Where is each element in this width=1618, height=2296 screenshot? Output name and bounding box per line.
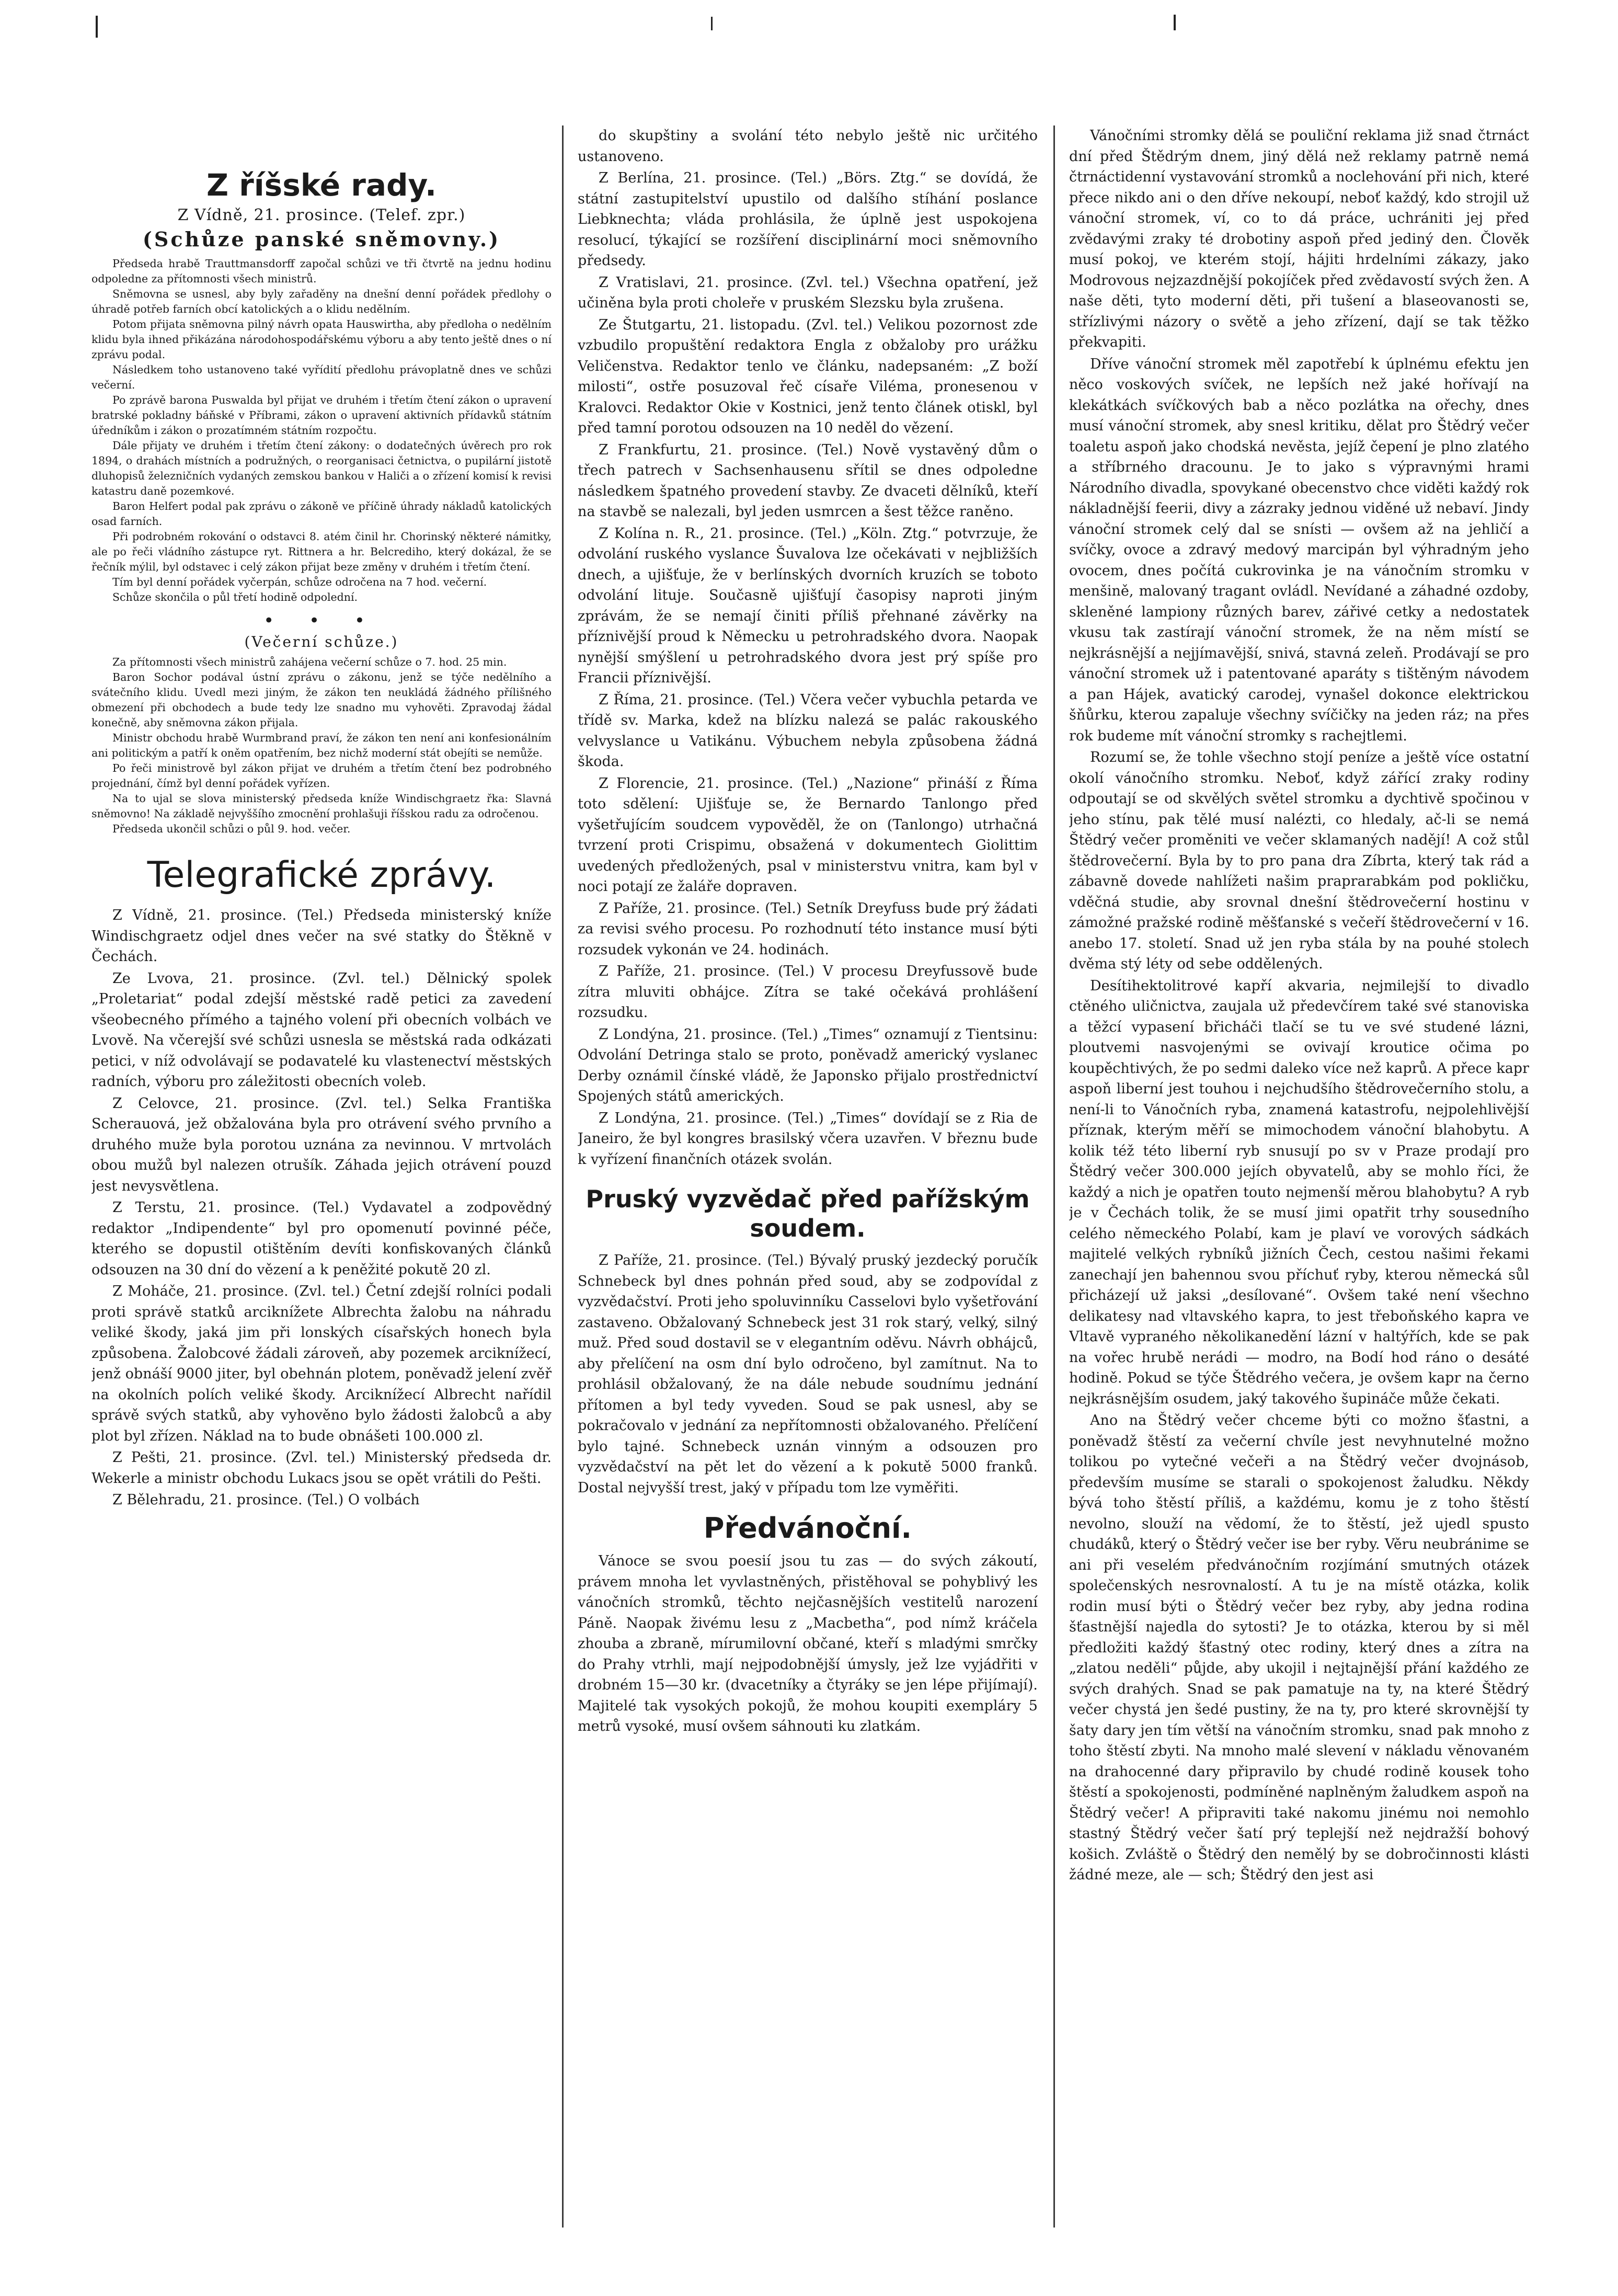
- paragraph: Po zprávě barona Puswalda byl přijat ve druhém i třetím čtení zákon o upravení bratrské pokladny báňské v Příbrami, zákon o upravení aktivních přídavků státním úředníkům i zákon o prozatímném státním rozpočtu.: [91, 394, 552, 437]
- spy-body: [578, 1250, 1038, 1498]
- scan-mark: [1174, 15, 1176, 30]
- paragraph: Rozumí se, že tohle všechno stojí peníze a ještě více ostatní okolí vánočního stromku. Neboť, když zářící zraky rodiny odpoutají se od skvělých světel stromku a dychtivě spočinou v jeho stínu, pak tělé musí nalézti, co hledaly, ač-li se nemá Štědrý večer proměniti ve večer sklamaných nadějí! A což stůl štědrovečerní. Byla by to pro pana dra Zíbrta, který tak rád a zábavně dovede nahlížeti našim praprarabkám pod pokličku, vděčná studie, aby srovnal dnešní štědrovečerní hostinu v zámožné pražské rodině měšťanské s večeří štědrovečerní v 16. anebo 17. století. Snad už jen ryba stála by na pouhé stolech dvěma stý léty od sebe oddělených.: [1069, 749, 1529, 972]
- paragraph: Při podrobném rokování o odstavci 8. atém činil hr. Chorinský některé námitky, ale po řeči vládního zástupce ryt. Rittnera a hr. Belcrediho, který dokázal, že se řečník mýlil, byl odstavec i celý zákon přijat beze změny v druhém i třetím čtení.: [91, 530, 552, 573]
- telegraph-continued: [578, 125, 1038, 1170]
- paragraph: Za přítomnosti všech ministrů zahájena večerní schůze o 7. hod. 25 min.: [112, 656, 507, 668]
- paragraph: Ano na Štědrý večer chceme býti co možno šťastni, a poněvadž štěstí za večerní chvíle jest nevyhnutelné možno tolikou po vytečné večeři a na Štědrý večer dvojnásob, především musíme se starali o spokojenost žaludku. Někdy bývá toho štěstí příliš, a každému, komu je z toho štěstí nevolno, slouží na vědomí, že to štěstí, jež ujedl spusto chudáků, který o Štědrý večer ise ber ryby. Věru neubránime se ani při veselém předvánočním rozjímání smutných otázek společenských nesrovnalostí. A tu je na místě otázka, kolik rodin musí býti o Štědrý večer bez ryby, aby jedna rodina šťastnější najedla do sytosti? Je to otázka, kterou by si měl předložiti každý šťastný otec rodiny, který dnes a zítra na „zlatou neděli“ půjde, aby ukojil i nejtajnější přání každého ze svých drahých. Snad se pak pamatuje na ty, na které Štědrý večer chystá jen šedé pustiny, že na ty, pro které skrovnější ty šaty dary jen tím větší na vánočním stromku, snad pak mnoho z toho štěstí zbyti. Na mnoho malé slevení v nákladu věnovaném na drahocenné dary připravilo by chudé rodině kousek toho štěstí a spokojenosti, podmíněné naplněným žaludkem aspoň na Štědrý večer! A připraviti také nakomu jinému noi nemohlo stastný Štědrý večer šatí prý teplejší než nejdražší bohový košich. Zvláště o Štědrý den nemělý by se dobročinnosti klásti žádné meze, ale — sch; Štědrý den jest asi: [1069, 1412, 1529, 1883]
- paragraph: Z Vídně, 21. prosince. (Tel.) Předseda ministerský kníže Windischgraetz odjel dnes večer na své statky do Štěkně v Čechách.: [91, 907, 552, 965]
- section-title-rada: Z říšské rady.: [206, 167, 437, 203]
- paragraph: Z Paříže, 21. prosince. (Tel.) Bývalý pruský jezdecký poručík Schnebeck byl dnes pohnán před soud, aby se zodpovídal z vyzvědačství. Proti jeho spoluvinníku Casselovi bylo vyšetřování zastaveno. Obžalovaný Schnebeck jest 31 rok starý, velký, silný muž. Před soud dostavil se v elegantním oděvu. Návrh obhájců, aby přelíčení na osm dní bylo odročeno, byl zamítnut. Na to prohlásil obžalovaný, že na dále nebude soudnímu jednání přítomen a byl tedy vyveden. Soud se pak usnesl, aby se pokračovalo v jednání za nepřítomnosti obžalovaného. Přelíčení bylo tajné. Schnebeck uznán vinným a odsouzen pro vyzvědačství na pět let do vězení a k pokutě 5000 franků. Dostal nejvyšší trest, jaký v případu tom lze vyměřiti.: [578, 1252, 1038, 1496]
- evening-body: [91, 655, 552, 837]
- paragraph: Na to ujal se slova ministerský předseda kníže Windischgraetz řka: Slavná sněmovno! Na základě nejvyššího zmocnění prohlašuji říšskou radu za odročenou.: [91, 792, 552, 820]
- paragraph: Z Florencie, 21. prosince. (Tel.) „Nazione“ přináší z Říma toto sdělení: Ujišťuje se, že Bernardo Tanlongo před vyšetřujícím soudcem vypověděl, že on (Tanlongo) utrhačná tvrzení proti Crispimu, obsažená v dokumentech Giolittim uvedených předložených, psal v ministerstvu vnitra, kam byl v noci potají ze žaláře dopraven.: [578, 775, 1038, 895]
- column-3: [1069, 125, 1529, 2243]
- paragraph: Z Terstu, 21. prosince. (Tel.) Vydavatel a zodpovědný redaktor „Indipendente“ byl pro opomenutí povinné péče, kterého se dopustil otištěním devíti konfiskovaných článků odsouzen na 30 dní do vězení a k peněžité pokutě 20 zl.: [91, 1200, 552, 1278]
- rada-body: [91, 256, 552, 605]
- paragraph: Ze Štutgartu, 21. listopadu. (Zvl. tel.) Velikou pozornost zde vzbudilo propuštění redaktora Engla z obžaloby pro urážku Veličenstva. Redaktor tenlo ve článku, nadepsaném: „Z boží milosti“, ostře posuzoval řeč císaře Viléma, pronesenou v Kralovci. Redaktor Okie v Kostnici, jenž tento článek otiskl, byl před tamní porotou odsouzen na 10 neděl do vězení.: [578, 316, 1038, 436]
- paragraph: Z Pešti, 21. prosince. (Zvl. tel.) Ministerský předseda dr. Wekerle a ministr obchodu Lukacs jsou se opět vrátili do Pešti.: [91, 1449, 552, 1487]
- paragraph: Dále přijaty ve druhém i třetím čtení zákony: o dodatečných úvěrech pro rok 1894, o drahách místních a podružných, o reorganisaci četnictva, o pupilární jistotě dluhopisů železničních vydaných zemskou bankou v Haliči a o zřízení komisí k revisi katastru daně pozemkové.: [91, 439, 552, 497]
- paragraph: Z Kolína n. R., 21. prosince. (Tel.) „Köln. Ztg.“ potvrzuje, že odvolání ruského vyslance Šuvalova lze očekávati v nejbližších dnech, a ujišťuje, že v berlínských dvorních kruzích se toboto odvolání lituje. Současně ujišťují časopisy naproti jiným zprávám, že se nemají činiti příliš přehnané závěrky na příznivější proud k Německu u petrohradského dvora. Naopak nynější smýšlení u petrohradského dvora jest prý spíše pro Francii příznivější.: [578, 525, 1038, 686]
- paragraph: Z Bělehradu, 21. prosince. (Tel.) O volbách: [112, 1492, 420, 1508]
- paragraph: Po řeči ministrově byl zákon přijat ve druhém a třetím čtení bez podrobného projednání, čímž byl denní pořádek vyřízen.: [91, 762, 552, 790]
- paragraph: Baron Sochor podával ústní zprávu o zákonu, jenž se týče nedělního a svátečního klidu. Uvedl mezi jiným, že zákon ten neukládá žádného přílišného obmezení při obchodech a bude tedy lze snadno mu vyhověti. Zpravodaj žádal konečně, aby sněmovna zákon přijala.: [91, 671, 552, 729]
- scan-mark: [711, 17, 713, 30]
- paragraph: Z Vratislavi, 21. prosince. (Zvl. tel.) Všechna opatření, jež učiněna byla proti choleře v pruském Slezsku byla zrušena.: [578, 274, 1038, 311]
- section-title-predvanocni: Předvánoční.: [703, 1512, 912, 1545]
- session-title: (Schůze panské sněmovny.): [142, 227, 501, 251]
- paragraph: Ministr obchodu hrabě Wurmbrand praví, že zákon ten není ani konfesionálním ani politickým a patří k oněm opatřením, bez nichž moderní stát obejíti se nemůže.: [91, 732, 552, 759]
- paragraph: Z Frankfurtu, 21. prosince. (Tel.) Nově vystavěný dům o třech patrech v Sachsenhausenu sřítil se dnes odpoledne následkem špatného provedení stavby. Ze dvaceti dělníků, kteří na stavbě se nalezali, byl jeden usmrcen a šest těžce raněno.: [578, 441, 1038, 520]
- paragraph: Z Paříže, 21. prosince. (Tel.) Setník Dreyfuss bude prý žádati za revisi svého procesu. Po rozhodnutí této instance musí býti rozsudek vykonán ve 24. hodinách.: [578, 900, 1038, 958]
- predvanocni-body: [578, 1551, 1038, 1737]
- paragraph: Z Paříže, 21. prosince. (Tel.) V procesu Dreyfussově bude zítra mluviti obhájce. Zítra se také očekává prohlášení rozsudku.: [578, 963, 1038, 1021]
- evening-session-title: (Večerní schůze.): [244, 633, 399, 650]
- paragraph: Baron Helfert podal pak zprávu o zákoně ve příčině úhrady nákladů katolických osad farních.: [91, 500, 552, 528]
- column-1: [91, 125, 552, 2243]
- scan-mark: [96, 16, 98, 38]
- column-2: [578, 125, 1038, 2243]
- paragraph: Vánoce se svou poesií jsou tu zas — do svých zákoutí, právem mnoha let vyvlastněných, přistěhoval se pohyblivý les vánočních stromků, těchto nejčasnějších vestitelů narození Páně. Naopak živému lesu z „Macbetha“, pod nímž kráčela zhouba a zbraně, mírumilovní občané, kteří s mladými smrčky do Prahy vtrhli, mají nejpodobnější úmysly, jež lze vyjádřiti v drobném 15—30 kr. (dvacetníky a čtyráky se jen lépe přijímají). Majitelé tak vysokých pokojů, že mohou koupiti exempláry 5 metrů vysoké, musí ovšem sáhnouti ku zlatkám.: [578, 1553, 1038, 1734]
- paragraph: Tím byl denní pořádek vyčerpán, schůze odročena na 7 hod. večerní.: [112, 576, 487, 588]
- dateline-rada: Z Vídně, 21. prosince. (Telef. zpr.): [177, 206, 466, 224]
- paragraph: Potom přijata sněmovna pilný návrh opata Hauswirtha, aby předloha o nedělním klidu byla ihned přikázána národohospodářskému výboru a aby tento ještě dnes o ní zprávu podal.: [91, 318, 552, 361]
- section-title-spy: Pruský vyzvědač před pařížským soudem.: [586, 1185, 1030, 1242]
- paragraph: Předseda ukončil schůzi o půl 9. hod. večer.: [112, 823, 351, 835]
- paragraph: Vánočními stromky dělá se pouliční reklama již snad čtrnáct dní před Štědrým dnem, jiný dělá než reklamy patrně nemá čtrnáctidenní vystavování stromků a noclehování při nich, které přece nikdo ani o den dříve nekoupí, neboť každý, kdo strojil už vánoční stromek, ví, co to dá práce, uchrániti jej před zvědavými zraky té drobotiny aspoň před jediný den. Člověk musí pokoj, ve kterém stojí, hájiti hrdelními zákazy, jako Modrovous nejzazdnější pokojíček před zvědavostí svých žen. A naše děti, tyto moderní děti, při tušení a blaseovanosti se, střízlivými názory o světě a jeho zřízení, dají se tak těžko překvapiti.: [1069, 128, 1529, 350]
- paragraph: Ze Lvova, 21. prosince. (Zvl. tel.) Dělnický spolek „Proletariat“ podal zdejší městské radě petici za zavedení všeobecného přímého a tajného volení při obecních volbách ve Lvově. Na včerejší své schůzi usnesla se městská rada odkázati petici, v níž odvolávají se podavatelé ku vlastenectví městských radních, výboru pro záležitosti obecních voleb.: [91, 970, 552, 1090]
- paragraph: Z Celovce, 21. prosince. (Zvl. tel.) Selka Františka Scherauová, jež obžalována byla pro otrávení svého prvního a druhého muže byla porotou uznána za nevinnou. V mrtvolách obou mužů byl nalezen otrušík. Záhada jejich otrávení pouzd jest nevysvětlena.: [91, 1095, 552, 1194]
- paragraph: Schůze skončila o půl třetí hodině odpolední.: [112, 591, 358, 603]
- paragraph: Z Londýna, 21. prosince. (Tel.) „Times“ dovídají se z Ria de Janeiro, že byl kongres brasilský včera uzavřen. V březnu bude k vyřízení finančních otázek svolán.: [578, 1110, 1038, 1168]
- column-rule-2: [1053, 125, 1055, 2228]
- paragraph: Z Berlína, 21. prosince. (Tel.) „Börs. Ztg.“ se dovídá, že státní zastupitelství upustilo od dalšího stíhání poslance Liebknechta; vláda prohlásila, že úplně jest uspokojena resolucí, týkající se rozšíření disciplinární moci sněmovního předsedy.: [578, 170, 1038, 269]
- paragraph: Z Říma, 21. prosince. (Tel.) Včera večer vybuchla petarda ve třídě sv. Marka, kdež na blízku nalezá se palác rakouského velvyslance u Vatikánu. Výbuchem nebyla způsobena žádná škoda.: [578, 691, 1038, 770]
- paragraph: Z Londýna, 21. prosince. (Tel.) „Times“ oznamují z Tientsinu: Odvolání Detringa stalo se proto, poněvadž americký vyslanec Derby oznámil čínské vládě, že Japonsko přijalo prostřednictví Spojených států amerických.: [578, 1026, 1038, 1104]
- paragraph: Následkem toho ustanoveno také vyřídití předlohu právoplatně dnes ve schůzi večerní.: [91, 363, 552, 391]
- paragraph: Předseda hrabě Trauttmansdorff započal schůzi ve tři čtvrtě na jednu hodinu odpoledne za přítomnosti všech ministrů.: [91, 257, 552, 285]
- feuilleton-body: [1069, 125, 1529, 1886]
- paragraph: Dříve vánoční stromek měl zapotřebí k úplnému efektu jen něco voskových svíček, ne lepších než jaké hořívají na klekátkách svíčkových bab a něco pozlátka na ořechy, dnes musí vánoční stromek, aby snesl kritiku, dělat pro Štědrý večer toaletu aspoň jako chodská nevěsta, jejíž čepení je plno zlatého a stříbrného dracounu. Je to jako s výpravnými hrami Národního divadla, spovykané obecenstvo chce viděti každý rok nákladnější feerii, divy a zázraky jednou viděné už nebaví. Jindy vánoční stromek celý dal se snísti — ovšem až na jehličí a svíčky, ovoce a zdravý medový marcipán byl výhradným jeho ovocem, dnes počítá cukrovinka je na vánočním stromku v menšině, malovaný tragant ovládl. Nevídané a záhadné ozdoby, skleněné lampiony různých barev, zářivé cetky a nedostatek vkusu tak zastírají vánoční stromek, že na něm místí se nejkrásnější a nejjímavější, snivá, stavná zeleň. Prodávají se pro vánoční stromek už i patentované aparáty s tištěným návodem a pan Hájek, avatický carodej, vynašel dokonce elektrickou šňůrku, kterou zapaluje všechny svíčičky na jeden ráz; na přes rok budeme mít vánoční stromky s rachejtlemi.: [1069, 356, 1529, 744]
- column-rule-1: [562, 125, 564, 2228]
- paragraph: do skupštiny a svolání této nebylo ještě nic určitého ustanoveno.: [578, 128, 1038, 165]
- section-divider: • • •: [263, 610, 380, 631]
- paragraph: Sněmovna se usnesl, aby byly zařaděny na dnešní denní pořádek předlohy o úhradě potřeb farních obcí katolických a o klidu nedělním.: [91, 288, 552, 315]
- paragraph: Z Moháče, 21. prosince. (Zvl. tel.) Četní zdejší rolníci podali proti správě statků arciknížete Albrechta žalobu na náhradu veliké škody, jaká jim při lonských císařských honech byla způsobena. Žalobcové žádali zároveň, aby pozemek arciknížecí, jenž obnáší 9000 jiter, byl obehnán plotem, poněvadž jelení zvěř na okolních polích veliké škody. Arciknížecí Albrecht nařídil správě svých statků, aby vyhověno bylo žádosti žalobců a aby plot byl zřízen. Náklad na to bude obnášeti 100.000 zl.: [91, 1283, 552, 1444]
- paragraph: Desítihektolitrové kapří akvaria, nejmilejší to divadlo ctěného uličnictva, zaujala už předevčírem také své stanoviska a těžcí vypasení břicháči tlačí se tu ve své studené lázni, ploutvemi nasvojenými se ovivají kroutice očima po koupěchtivých, že po sedmi daleko více než kaprů. A přece kapr aspoň liberní jest touhou i nejchudšího štědrovečerního stolu, a není-li to Vánočních ryba, znamená katastrofu, nejpolehlivější příznak, kterým měří se mimochodem vánoční blahobytu. A kolik též této liberní ryb snusují po sv v Praze prodají pro Štědrý večer 300.000 jejích obyvatelů, aby se mohlo říci, že každý a nich je opatřen touto nejmenší měrou blahobytu? A ryb je v Čechách tolik, že se musí jimi opatřit trhy sousedního celého německého Polabí, kam je plaví ve vorových sádkách majitelé velkých rybníků jižních Čech, cestou našimi řekami zanechají jen bahennou svou příchuť ryby, kterou německá sůl přicházejí už jaksi „desílované“. Ovšem také není všechno delikatesy nad vltavského kapra, to jest třeboňského kapra ve Vltavě vypraného několikanedění lázní v haltýřích, kde se pak na vořec hrubě nerádi — modro, na Bodí hod ráno o desáté hodině. Pokud se týče Štědrého večera, je ovšem kapr na černo nejkrásnějším osudem, jaký takového šupináče může čekati.: [1069, 977, 1529, 1407]
- section-title-telegraph: Telegrafické zprávy.: [147, 854, 496, 896]
- telegraph-body: [91, 905, 552, 1511]
- newspaper-page: [78, 84, 1540, 2243]
